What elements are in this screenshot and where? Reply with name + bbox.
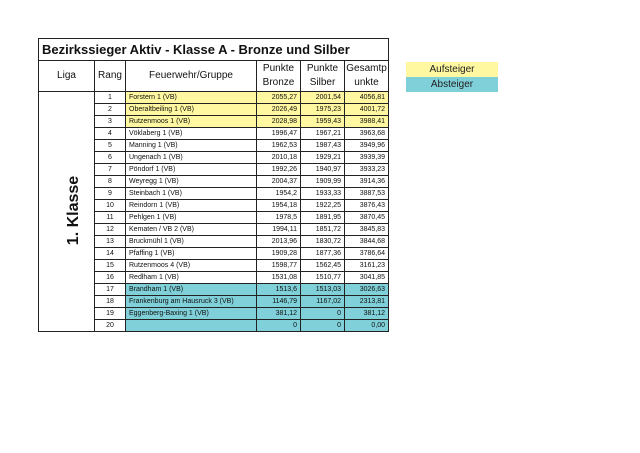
gruppe-cell: Rutzenmoos 1 (VB) [126,116,257,128]
gruppe-cell: Steinbach 1 (VB) [126,188,257,200]
gesamt-cell: 3939,39 [345,152,389,164]
rang-cell: 10 [95,200,126,212]
bronze-cell: 1962,53 [257,140,301,152]
gesamt-cell: 3845,83 [345,224,389,236]
silber-cell: 0 [301,320,345,332]
gruppe-cell: Vöklaberg 1 (VB) [126,128,257,140]
gruppe-cell: Frankenburg am Hausruck 3 (VB) [126,296,257,308]
silber-cell: 1987,43 [301,140,345,152]
silber-cell: 1891,95 [301,212,345,224]
legend-aufsteiger: Aufsteiger [406,62,498,77]
bronze-cell: 1954,2 [257,188,301,200]
rang-cell: 19 [95,308,126,320]
header-bronze [257,61,301,92]
bronze-cell: 1978,5 [257,212,301,224]
rang-cell: 5 [95,140,126,152]
results-sheet [38,38,388,332]
results-table [38,38,389,332]
gruppe-cell: Forstern 1 (VB) [126,92,257,104]
bronze-cell: 2013,96 [257,236,301,248]
header-silber [301,61,345,92]
header-silber-line1: Punkte [306,63,339,74]
silber-cell: 1851,72 [301,224,345,236]
rang-cell: 16 [95,272,126,284]
rang-cell: 15 [95,260,126,272]
silber-cell: 1929,21 [301,152,345,164]
silber-cell: 1940,97 [301,164,345,176]
gruppe-cell: Pfaffing 1 (VB) [126,248,257,260]
liga-cell [39,92,95,332]
gesamt-cell: 3870,45 [345,212,389,224]
rang-cell: 7 [95,164,126,176]
gruppe-cell: Kematen / VB 2 (VB) [126,224,257,236]
rang-cell: 14 [95,248,126,260]
gesamt-cell: 3026,63 [345,284,389,296]
header-gesamt [345,61,389,92]
bronze-cell: 2004,37 [257,176,301,188]
bronze-cell: 1531,08 [257,272,301,284]
gesamt-cell: 3844,68 [345,236,389,248]
legend-absteiger: Absteiger [406,77,498,92]
liga-label: 1. Klasse [65,175,83,245]
legend [406,62,498,92]
silber-cell: 1967,21 [301,128,345,140]
rang-cell: 12 [95,224,126,236]
header-bronze-line1: Punkte [262,63,295,74]
gesamt-cell: 381,12 [345,308,389,320]
silber-cell: 1959,43 [301,116,345,128]
header-gesamt-line1: Gesamtp [346,63,387,74]
gesamt-cell: 3933,23 [345,164,389,176]
gruppe-cell [126,320,257,332]
silber-cell: 1909,99 [301,176,345,188]
gesamt-cell: 3041,85 [345,272,389,284]
rang-cell: 8 [95,176,126,188]
gruppe-cell: Pöndorf 1 (VB) [126,164,257,176]
gruppe-cell: Reindorn 1 (VB) [126,200,257,212]
bronze-cell: 1992,26 [257,164,301,176]
bronze-cell: 1996,47 [257,128,301,140]
silber-cell: 1830,72 [301,236,345,248]
rang-cell: 17 [95,284,126,296]
gesamt-cell: 3887,53 [345,188,389,200]
bronze-cell: 1994,11 [257,224,301,236]
gruppe-cell: Redlham 1 (VB) [126,272,257,284]
bronze-cell: 1909,28 [257,248,301,260]
silber-cell: 1562,45 [301,260,345,272]
header-gruppe: Feuerwehr/Gruppe [126,61,257,92]
gesamt-cell: 3161,23 [345,260,389,272]
silber-cell: 1922,25 [301,200,345,212]
gesamt-cell: 3914,36 [345,176,389,188]
rang-cell: 6 [95,152,126,164]
rang-cell: 18 [95,296,126,308]
rang-cell: 3 [95,116,126,128]
gruppe-cell: Manning 1 (VB) [126,140,257,152]
rang-cell: 9 [95,188,126,200]
rang-cell: 20 [95,320,126,332]
gesamt-cell: 3963,68 [345,128,389,140]
bronze-cell: 2028,98 [257,116,301,128]
gesamt-cell: 3786,64 [345,248,389,260]
header-rang: Rang [95,61,126,92]
header-silber-line2: Silber [309,77,336,88]
gesamt-cell: 4056,81 [345,92,389,104]
header-row [39,61,389,92]
gesamt-cell: 3949,96 [345,140,389,152]
gesamt-cell: 4001,72 [345,104,389,116]
silber-cell: 1975,23 [301,104,345,116]
rang-cell: 4 [95,128,126,140]
gruppe-cell: Ungenach 1 (VB) [126,152,257,164]
gruppe-cell: Oberaltbeiling 1 (VB) [126,104,257,116]
results-body [39,92,389,332]
bronze-cell: 1598,77 [257,260,301,272]
gesamt-cell: 3988,41 [345,116,389,128]
header-gesamt-line2: unkte [354,77,379,88]
silber-cell: 1167,02 [301,296,345,308]
gruppe-cell: Brandham 1 (VB) [126,284,257,296]
silber-cell: 1513,03 [301,284,345,296]
silber-cell: 1510,77 [301,272,345,284]
silber-cell: 2001,54 [301,92,345,104]
sheet-title: Bezirkssieger Aktiv - Klasse A - Bronze und Silber [39,39,389,61]
silber-cell: 0 [301,308,345,320]
bronze-cell: 2055,27 [257,92,301,104]
silber-cell: 1877,36 [301,248,345,260]
gruppe-cell: Pehlgen 1 (VB) [126,212,257,224]
gesamt-cell: 2313,81 [345,296,389,308]
rang-cell: 2 [95,104,126,116]
gesamt-cell: 0,00 [345,320,389,332]
gruppe-cell: Eggenberg-Baxing 1 (VB) [126,308,257,320]
rang-cell: 13 [95,236,126,248]
silber-cell: 1933,33 [301,188,345,200]
header-liga: Liga [39,61,95,92]
header-bronze-line2: Bronze [262,77,295,88]
gesamt-cell: 3876,43 [345,200,389,212]
rang-cell: 1 [95,92,126,104]
table-row [39,92,389,104]
bronze-cell: 1954,18 [257,200,301,212]
rang-cell: 11 [95,212,126,224]
gruppe-cell: Weyregg 1 (VB) [126,176,257,188]
bronze-cell: 1513,6 [257,284,301,296]
gruppe-cell: Rutzenmoos 4 (VB) [126,260,257,272]
bronze-cell: 381,12 [257,308,301,320]
bronze-cell: 1146,79 [257,296,301,308]
bronze-cell: 2026,49 [257,104,301,116]
gruppe-cell: Bruckmühl 1 (VB) [126,236,257,248]
bronze-cell: 2010,18 [257,152,301,164]
bronze-cell: 0 [257,320,301,332]
